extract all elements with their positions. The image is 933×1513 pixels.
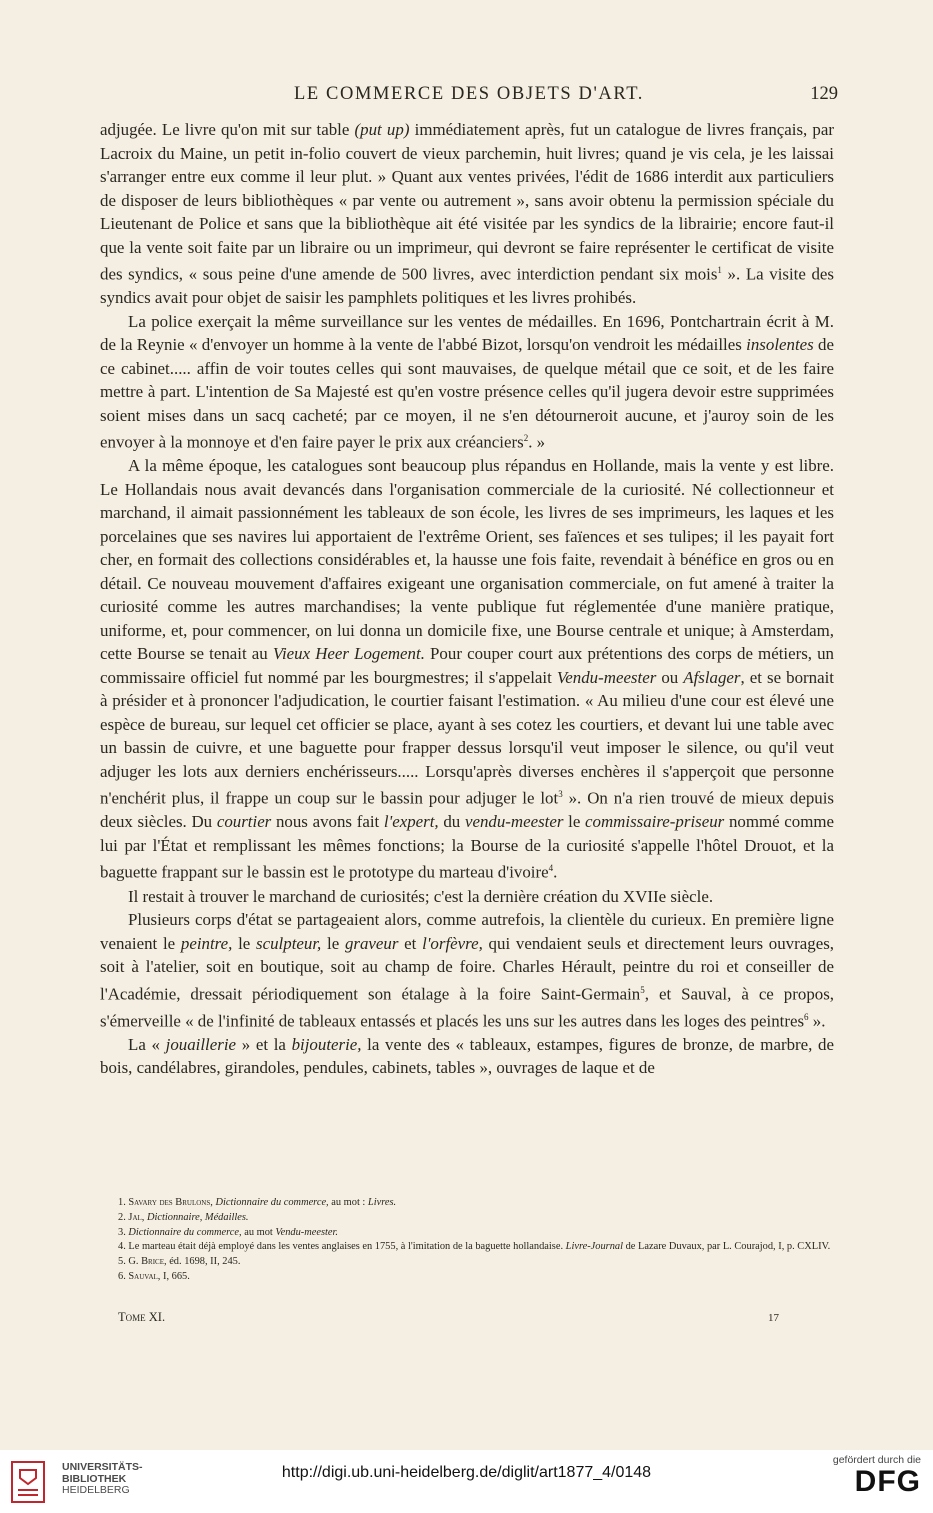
footnote-title: Vendu-meester. — [275, 1226, 339, 1238]
page-number: 129 — [810, 84, 838, 104]
footnote-ref: 1 — [717, 265, 722, 275]
paragraph — [100, 310, 834, 455]
text-run: Plusieurs corps d'état se partageaient alors, comme autrefois, la clientèle du curieux. En première ligne venaient le — [100, 910, 834, 953]
funding-text: gefördert durch die — [832, 1454, 921, 1466]
italic-run: graveur — [344, 933, 399, 953]
dfg-logo[interactable] — [833, 1466, 921, 1498]
italic-run: insolentes — [746, 335, 814, 355]
text-run: nous avons fait — [271, 812, 384, 832]
footnote-number: 4. — [118, 1241, 126, 1253]
text-run: . — [553, 863, 558, 882]
text-run: le — [321, 933, 345, 953]
footnote-text: au mot — [241, 1226, 276, 1238]
sheet-signature: 17 — [768, 1312, 779, 1324]
dfg-logo-text: DFG — [854, 1465, 921, 1498]
text-run: La police exerçait la même surveillance sur les ventes de médailles. En 1696, Pontchartrain écrit à M. de la Reynie « d'envoyer un homme à la vente de l'abbé Bizot, lorsqu'on vendroit les médailles — [100, 311, 834, 355]
italic-run: Vendu-meester — [556, 667, 657, 687]
text-run: , et se bornait à présider et à prononcer l'adjudication, le courtier faisant l'estimation. « Au milieu d'une cour est élevé une espèce de bureau, sur lequel cet officier se place, ayant à ses cotez les courtiers, et devant lui une table avec un bassin de cuivre, et une baguette pour frapper dessus lorsqu'il veut imposer le silence, ou qu'il veut adjuger les lots aux derniers enchérisseurs..... Lorsqu'après diverses enchères il s'apperçoit que personne n'enchérit plus, il frappe un coup sur le bassin pour adjuger le lot — [100, 667, 834, 808]
italic-run: (put up) — [354, 120, 410, 139]
viewer-footer — [0, 1450, 933, 1513]
paragraph — [100, 454, 834, 884]
footnote-2 — [100, 1211, 834, 1226]
footnote-title: Livre-Journal — [565, 1241, 624, 1253]
footnote-number: 1. — [118, 1197, 126, 1208]
page-header — [100, 84, 838, 110]
text-run: ». La visite des syndics avait pour objet de saisir les pamphlets politiques et les livres prohibés. — [100, 264, 834, 308]
footnote-number: 6. — [118, 1270, 126, 1282]
italic-run: vendu-meester — [464, 812, 564, 832]
footnotes — [100, 1196, 834, 1285]
text-run: ou — [656, 667, 684, 687]
text-run: , et Sauval, à ce propos, s'émerveille « de l'infinité de tableaux entassés et placés les uns sur les autres dans les loges des peintres — [100, 984, 835, 1031]
text-run: la vente des « tableaux, estampes, figures de bronze, de marbre, de bois, candélabres, girandoles, pendules, cabinets, tables », ouvrages de laque et de — [100, 1034, 834, 1078]
footnote-text: Le marteau était déjà employé dans les ventes anglaises en 1755, à l'imitation de la baguette hollandaise. — [125, 1241, 566, 1253]
text-run: le — [232, 933, 257, 953]
footnote-ref: 2 — [523, 433, 529, 444]
italic-run: courtier — [216, 812, 272, 832]
footnote-title: Livres. — [367, 1197, 397, 1208]
library-name-line: UNIVERSITÄTS- — [62, 1461, 143, 1473]
paragraph — [100, 908, 834, 1033]
text-run: et — [398, 933, 423, 953]
footnote-3 — [100, 1226, 834, 1241]
text-run: immédiatement après, fut un catalogue de livres français, par Lacroix du Maine, un petit in-folio couvert de vieux parchemin, huit livres; quand je vis cela, je les laissai s'arranger entre eux comme il leur plut. » Quant aux ventes privées, l'édit de 1686 interdit aux particuliers de disposer de leurs bibliothèques « par vente ou autrement », sans avoir obtenu la permission spéciale du Lieutenant de Police et sans que la bibliothèque ait été visitée par les syndics de la librairie; encore faut-il que la vente soit faite par un libraire ou un imprimeur, qui devront se faire représenter le certificat de visite des syndics, « sous peine d'une amende de 500 livres, avec interdiction pendant six mois — [100, 120, 835, 284]
italic-run: l'expert, — [383, 812, 439, 832]
italic-run: sculpteur, — [256, 933, 322, 953]
footnote-number: 3. — [118, 1226, 126, 1238]
text-run: adjugée. Le livre qu'on mit sur table — [100, 120, 355, 139]
library-name-line: BIBLIOTHEK — [62, 1472, 127, 1485]
italic-run: jouaillerie — [165, 1034, 237, 1054]
text-run: . » — [528, 432, 546, 452]
footnote-4 — [100, 1240, 834, 1255]
footnote-author: Jal, — [128, 1211, 145, 1223]
footnote-text: de Lazare Duvaux, par L. Courajod, I, p. CXLIV. — [623, 1241, 831, 1253]
text-run: La « — [128, 1034, 166, 1054]
text-run: qui vendaient seuls et directement leurs ouvrages, soit à l'atelier, soit en boutique, soit au champ de foire. Charles Hérault, peintre du roi et conseiller de l'Académie, dressait périodiquement son étalage à la foire Saint-Germain — [100, 933, 834, 1004]
text-run: ». — [808, 1011, 826, 1031]
footnote-1 — [100, 1196, 834, 1211]
footnote-author: Savary des Brulons, — [128, 1197, 213, 1208]
footnote-title: Dictionnaire du commerce, — [215, 1197, 329, 1208]
footnote-number: 5. — [118, 1256, 126, 1268]
text-run: le — [563, 812, 586, 832]
paragraph — [100, 1033, 834, 1080]
footnote-title: Dictionnaire du commerce, — [128, 1226, 242, 1238]
italic-run: peintre, — [180, 933, 233, 953]
paragraph — [100, 118, 834, 310]
footnote-text: au mot : — [328, 1197, 368, 1208]
footnote-author: Sauval, — [128, 1270, 161, 1282]
library-name-line: HEIDELBERG — [62, 1484, 130, 1496]
footnote-ref: 3 — [558, 789, 563, 800]
signature-line — [118, 1310, 838, 1328]
footnote-title: Dictionnaire, Médailles. — [147, 1211, 249, 1223]
text-run: ». On n'a rien trouvé de mieux depuis deux siècles. Du — [100, 788, 834, 832]
italic-run: l'orfèvre, — [422, 933, 483, 953]
footnote-ref: 4 — [548, 863, 554, 874]
footnote-5 — [100, 1255, 834, 1270]
text-run: A la même époque, les catalogues sont beaucoup plus répandus en Hollande, mais la vente y est libre. Le Hollandais nous avait devancés dans l'organisation commerciale de la curiosité. Né collectionneur et marchand, il aimait passionnément les tableaux de son école, les livres de ses imprimeurs, les laques et les porcelaines que ses navires lui apportaient de l'extrême Orient, ses faïences et ses tulipes; il les payait fort cher, en formait des collections considérables et, la hausse une fois faite, revendait à bénéfice en gros ou en détail. Ce nouveau mouvement d'affaires exigeant une organisation commerciale, on fut amené à traiter la curiosité comme les autres marchandises; la vente publique fut réglementée d'une manière pratique, uniforme, et, pour commencer, on lui donna un domicile fixe, une Bourse centrale et unique; à Amsterdam, cette Bourse se tenait au — [100, 456, 834, 664]
italic-run: Vieux Heer Logement. — [272, 644, 425, 664]
source-url[interactable]: http://digi.ub.uni-heidelberg.de/diglit/art1877_4/0148 — [281, 1464, 652, 1481]
text-run: » et la — [236, 1034, 292, 1054]
text-run: de ce cabinet..... affin de voir toutes celles qui sont mauvaises, de quelque métail que ce soit, et de les faire mettre à part. L'intention de Sa Majesté est qu'en vostre présence celles qu'il jugera devoir estre supprimées soient mises dans un sacq cacheté; par ce moyen, il ne s'en détourneroit aucune, et j'auroy soin de les envoyer à la monnoye et d'en faire payer le prix aux créanciers — [100, 335, 834, 452]
italic-run: Afslager — [683, 667, 741, 687]
text-run: du — [438, 812, 465, 832]
footnote-author: G. Brice, — [128, 1256, 167, 1268]
footnote-6 — [100, 1270, 834, 1285]
body-text — [100, 118, 834, 1080]
running-title: LE COMMERCE DES OBJETS D'ART. — [294, 84, 644, 104]
footnote-ref: 5 — [640, 984, 645, 995]
footnote-text: I, 665. — [160, 1270, 190, 1282]
italic-run: commissaire-priseur — [585, 812, 725, 832]
paragraph: Il restait à trouver le marchand de curiosités; c'est la dernière création du XVIIe siècle. — [128, 886, 714, 906]
funding-credit — [833, 1454, 921, 1498]
text-run: nommé comme lui par l'État et remplissant les mêmes fonctions; la Bourse de la curiosité s'appelle l'hôtel Drouot, et la baguette frappant sur le bassin est le prototype du marteau d'ivoire — [100, 812, 835, 882]
footnote-ref: 6 — [804, 1011, 809, 1022]
footnote-number: 2. — [118, 1211, 126, 1223]
italic-run: bijouterie, — [291, 1034, 362, 1054]
footnote-text: éd. 1698, II, 245. — [166, 1256, 241, 1268]
tome-label: Tome XI. — [118, 1310, 166, 1324]
text-run: Pour couper court aux prétentions des corps de métiers, un commissaire officiel fut nommé par les bourgmestres; il s'appelait — [100, 644, 835, 687]
